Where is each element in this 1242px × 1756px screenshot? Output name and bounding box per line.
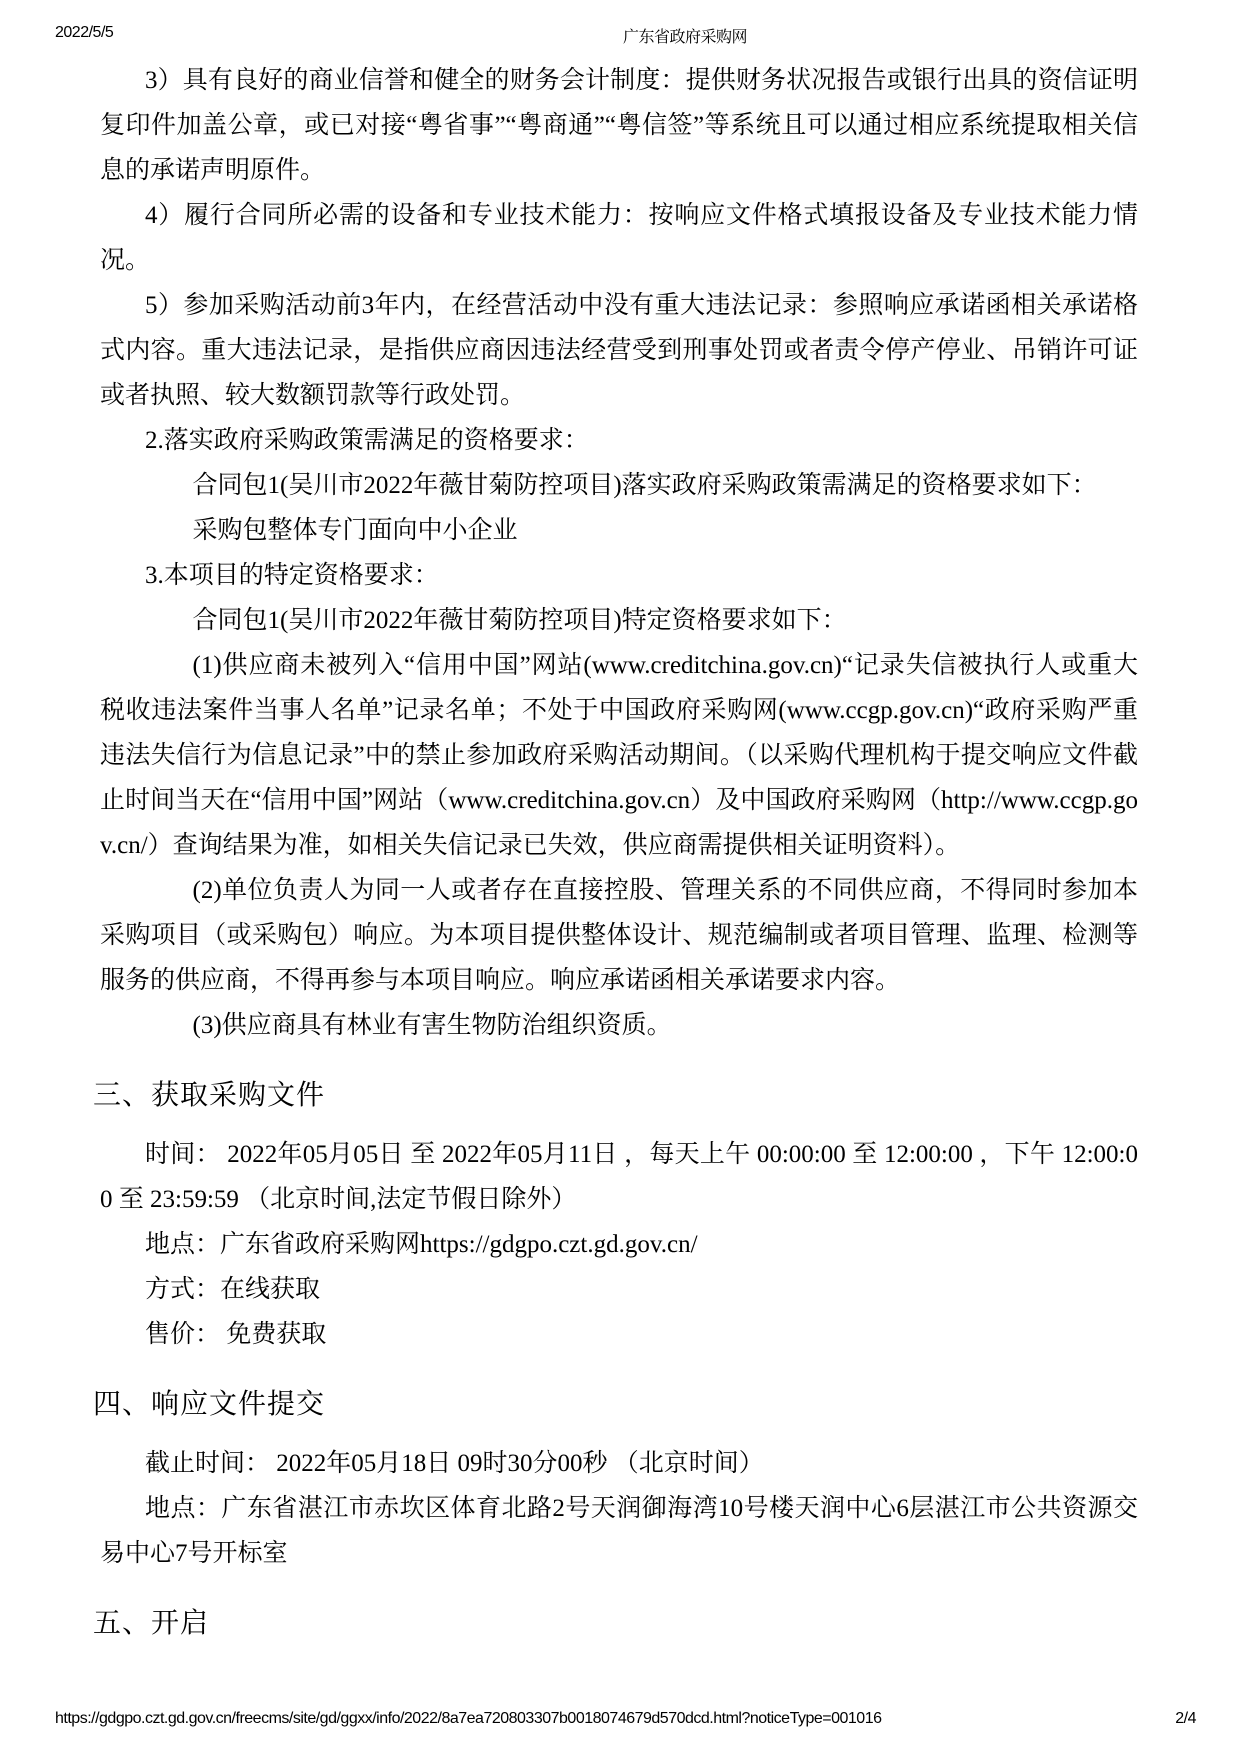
paragraph: 合同包1(吴川市2022年薇甘菊防控项目)特定资格要求如下：: [192, 607, 847, 634]
paragraph: 时间： 2022年05月05日 至 2022年05月11日 ，每天上午 00:00:00 至 12:00:00 ，下午 12:00:00 至 23:59:59 （北京时间,法定节假日除外）: [100, 1141, 1138, 1213]
section-heading: 三、获取采购文件: [93, 1080, 326, 1111]
paragraph: 4）履行合同所必需的设备和专业技术能力：按响应文件格式填报设备及专业技术能力情况。: [100, 202, 1138, 274]
paragraph: (1)供应商未被列入“信用中国”网站(www.creditchina.gov.cn)“记录失信被执行人或重大税收违法案件当事人名单”记录名单；不处于中国政府采购网(www.ccgp.gov.cn)“政府采购严重违法失信行为信息记录”中的禁止参加政府采购活动期间。（以采购代理机构于提交响应文件截止时间当天在“信用中国”网站（www.creditchina.gov.cn）及中国政府采购网（http://www.ccgp.gov.cn/）查询结果为准，如相关失信记录已失效，供应商需提供相关证明资料）。: [100, 652, 1138, 859]
paragraph: 地点：广东省湛江市赤坎区体育北路2号天润御海湾10号楼天润中心6层湛江市公共资源交易中心7号开标室: [100, 1495, 1138, 1567]
paragraph: 方式：在线获取: [145, 1276, 321, 1303]
paragraph: 地点：广东省政府采购网https://gdgpo.czt.gd.gov.cn/: [145, 1231, 698, 1258]
paragraph: 截止时间： 2022年05月18日 09时30分00秒 （北京时间）: [145, 1450, 764, 1477]
paragraph: 采购包整体专门面向中小企业: [192, 517, 518, 544]
paragraph: 5）参加采购活动前3年内，在经营活动中没有重大违法记录：参照响应承诺函相关承诺格式内容。重大违法记录，是指供应商因违法经营受到刑事处罚或者责令停产停业、吊销许可证或者执照、较大数额罚款等行政处罚。: [100, 292, 1138, 409]
page-number: 2/4: [1175, 1710, 1196, 1727]
paragraph: 合同包1(吴川市2022年薇甘菊防控项目)落实政府采购政策需满足的资格要求如下：: [192, 472, 1097, 499]
print-footer: [55, 1710, 1196, 1728]
paragraph: 2.落实政府采购政策需满足的资格要求：: [145, 427, 589, 454]
source-url: https://gdgpo.czt.gd.gov.cn/freecms/site/gd/ggxx/info/2022/8a7ea720803307b0018074679d570dcd.html?noticeType=001016: [55, 1710, 882, 1727]
paragraph: 3.本项目的特定资格要求：: [145, 562, 439, 589]
paragraph: 售价： 免费获取: [145, 1321, 327, 1348]
print-date: 2022/5/5: [55, 24, 114, 41]
section-heading: 四、响应文件提交: [93, 1389, 326, 1420]
paragraph: (2)单位负责人为同一人或者存在直接控股、管理关系的不同供应商，不得同时参加本采购项目（或采购包）响应。为本项目提供整体设计、规范编制或者项目管理、监理、检测等服务的供应商，不得再参与本项目响应。响应承诺函相关承诺要求内容。: [100, 877, 1138, 994]
paragraph: 3）具有良好的商业信誉和健全的财务会计制度：提供财务状况报告或银行出具的资信证明复印件加盖公章，或已对接“粤省事”“粤商通”“粤信签”等系统且可以通过相应系统提取相关信息的承诺声明原件。: [100, 67, 1138, 184]
section-heading: 五、开启: [93, 1608, 210, 1639]
paragraph: (3)供应商具有林业有害生物防治组织资质。: [192, 1012, 672, 1039]
site-title: 广东省政府采购网: [623, 29, 748, 46]
